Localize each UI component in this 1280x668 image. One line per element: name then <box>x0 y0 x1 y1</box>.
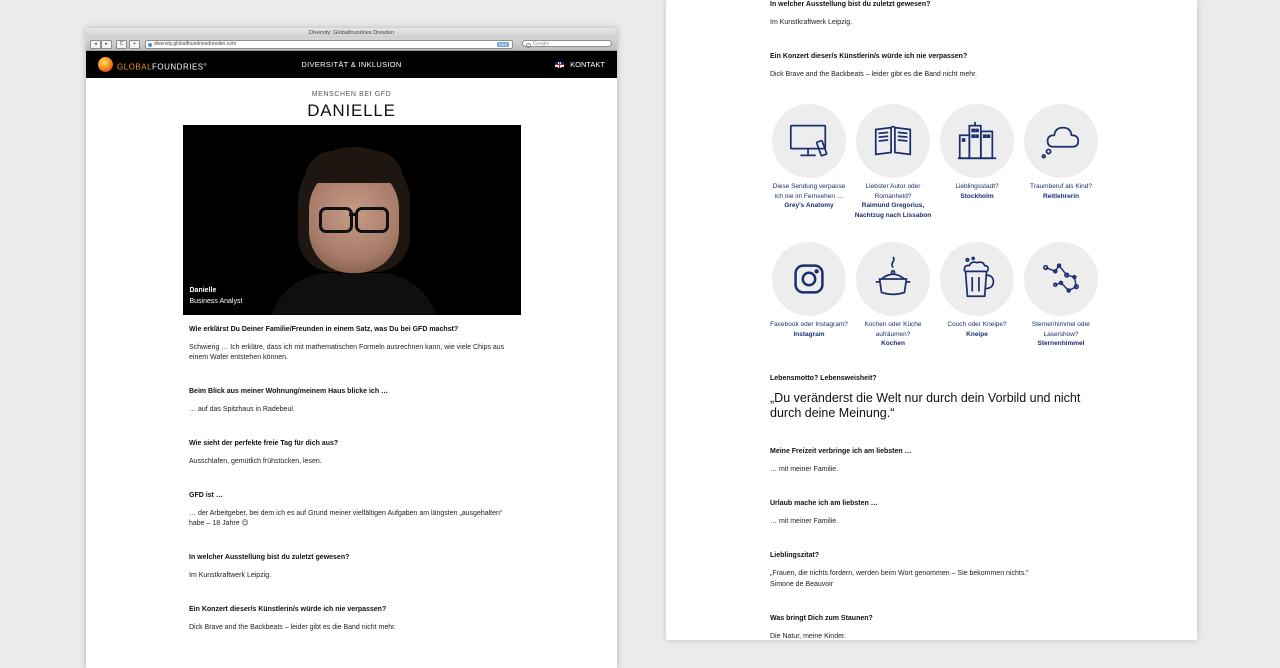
browser-toolbar <box>86 38 617 51</box>
city-icon <box>954 118 1000 164</box>
favorite-tile-dream-job: Traumberuf als Kind? Reitlehrerin <box>1022 104 1100 201</box>
page-title: DANIELLE <box>307 101 396 120</box>
answer: Im Kunstkraftwerk Leipzig. <box>189 572 272 579</box>
rss-button[interactable]: RSS <box>498 42 507 47</box>
back-button[interactable]: ◂ <box>90 40 101 49</box>
answer: Ausschlafen, gemütlich frühstücken, lesen. <box>189 458 322 465</box>
favorite-quote: „Frauen, die nichts fordern, werden beim Wort genommen – Sie bekommen nichts.“ <box>770 570 1029 577</box>
forward-button[interactable]: ▸ <box>101 40 112 49</box>
question: Meine Freizeit verbringe ich am liebsten … <box>770 448 912 455</box>
browser-window <box>86 28 617 668</box>
caption-role: Business Analyst <box>189 298 243 305</box>
search-icon <box>526 43 531 48</box>
favorite-tile-pub: Couch oder Kneipe? Kneipe <box>938 242 1016 339</box>
site-header <box>86 51 617 78</box>
reload-button[interactable]: C <box>116 40 127 49</box>
portrait-photo <box>183 125 521 315</box>
favorites-grid-row-1 <box>770 104 1100 234</box>
site-section-title[interactable]: DIVERSITÄT & INKLUSION <box>301 60 402 69</box>
answer: … mit meiner Familie. <box>770 518 839 525</box>
favorite-tile-sky: Sternenhimmel oder Lasershow? Sternenhimmel <box>1022 242 1100 349</box>
favorites-grid-row-2 <box>770 242 1100 372</box>
address-bar[interactable] <box>145 40 513 49</box>
book-icon <box>870 118 916 164</box>
cooking-pot-icon <box>870 256 916 302</box>
answer: Dick Brave and the Backbeats – leider gibt es die Band nicht mehr. <box>189 624 397 631</box>
window-title: Diversity: Globalfoundries Dresden <box>86 28 617 38</box>
favorite-tile-social: Facebook oder Instagram? Instagram <box>770 242 848 339</box>
instagram-icon <box>786 256 832 302</box>
beer-mug-icon <box>954 256 1000 302</box>
search-input[interactable] <box>522 40 612 47</box>
favorite-tile-tv: Diese Sendung verpasse ich nie im Fernsehen … Grey's Anatomy <box>770 104 848 211</box>
page-kicker: MENSCHEN BEI GFD <box>311 91 392 98</box>
contact-link[interactable]: KONTAKT <box>555 60 605 69</box>
answer: Dick Brave and the Backbeats – leider gibt es die Band nicht mehr. <box>770 71 978 78</box>
site-logo[interactable]: GLOBALFOUNDRIES® <box>117 62 208 72</box>
add-bookmark-button[interactable]: + <box>129 40 140 49</box>
question: Beim Blick aus meiner Wohnung/meinem Haus blicke ich … <box>189 388 389 395</box>
question: Lieblingszitat? <box>770 552 819 559</box>
question: In welcher Ausstellung bist du zuletzt gewesen? <box>770 1 931 8</box>
qa-list-left <box>189 325 514 633</box>
dream-cloud-icon <box>1038 118 1084 164</box>
favicon-icon <box>148 43 152 47</box>
address-text: diversity.globalfoundriesdresden.com <box>154 41 237 47</box>
constellation-icon <box>1038 256 1084 302</box>
photo-caption <box>190 285 243 307</box>
quote-author: Simone de Beauvoir <box>770 581 834 588</box>
question: GFD ist … <box>189 492 223 499</box>
answer: … der Arbeitgeber, bei dem ich es auf Grund meiner vielfältigen Aufgaben am längsten „ausgehalten“ habe – 18 Jahre 😉 <box>189 510 503 527</box>
answer: … auf das Spitzhaus in Radebeul. <box>189 406 295 413</box>
question: Wie sieht der perfekte freie Tag für dich aus? <box>189 440 339 447</box>
favorite-tile-city: Lieblingsstadt? Stockholm <box>938 104 1016 201</box>
favorite-tile-cooking: Kochen oder Küche aufräumen? Kochen <box>854 242 932 349</box>
qa-list-right <box>770 0 1100 640</box>
tv-icon <box>786 118 832 164</box>
favorite-tile-book: Liebster Autor oder Romanheld? Raimund Gregorius, Nachtzug nach Lissabon <box>854 104 932 220</box>
question: Ein Konzert dieser/s Künstlerin/s würde ich nie verpassen? <box>189 606 387 613</box>
question: Was bringt Dich zum Staunen? <box>770 615 873 622</box>
question: Urlaub mache ich am liebsten … <box>770 500 878 507</box>
question: Lebensmotto? Lebensweisheit? <box>770 375 877 382</box>
answer: … mit meiner Familie. <box>770 466 839 473</box>
question: In welcher Ausstellung bist du zuletzt gewesen? <box>189 554 350 561</box>
question: Ein Konzert dieser/s Künstlerin/s würde ich nie verpassen? <box>770 53 968 60</box>
question: Wie erklärst Du Deiner Familie/Freunden in einem Satz, was Du bei GFD machst? <box>189 326 459 333</box>
page-continuation <box>666 0 1197 640</box>
search-placeholder: Google <box>533 41 550 47</box>
answer: Die Natur, meine Kinder. <box>770 633 846 640</box>
life-motto: „Du veränderst die Welt nur durch dein Vorbild und nicht durch deine Meinung.“ <box>770 391 1081 420</box>
answer: Im Kunstkraftwerk Leipzig. <box>770 19 853 26</box>
uk-flag-icon[interactable] <box>555 62 564 68</box>
caption-name: Danielle <box>189 287 217 294</box>
answer: Schwierig … Ich erkläre, dass ich mit mathematischen Formeln ausrechnen kann, wie viele Chips aus einem Wafer entstehen können. <box>189 344 505 361</box>
